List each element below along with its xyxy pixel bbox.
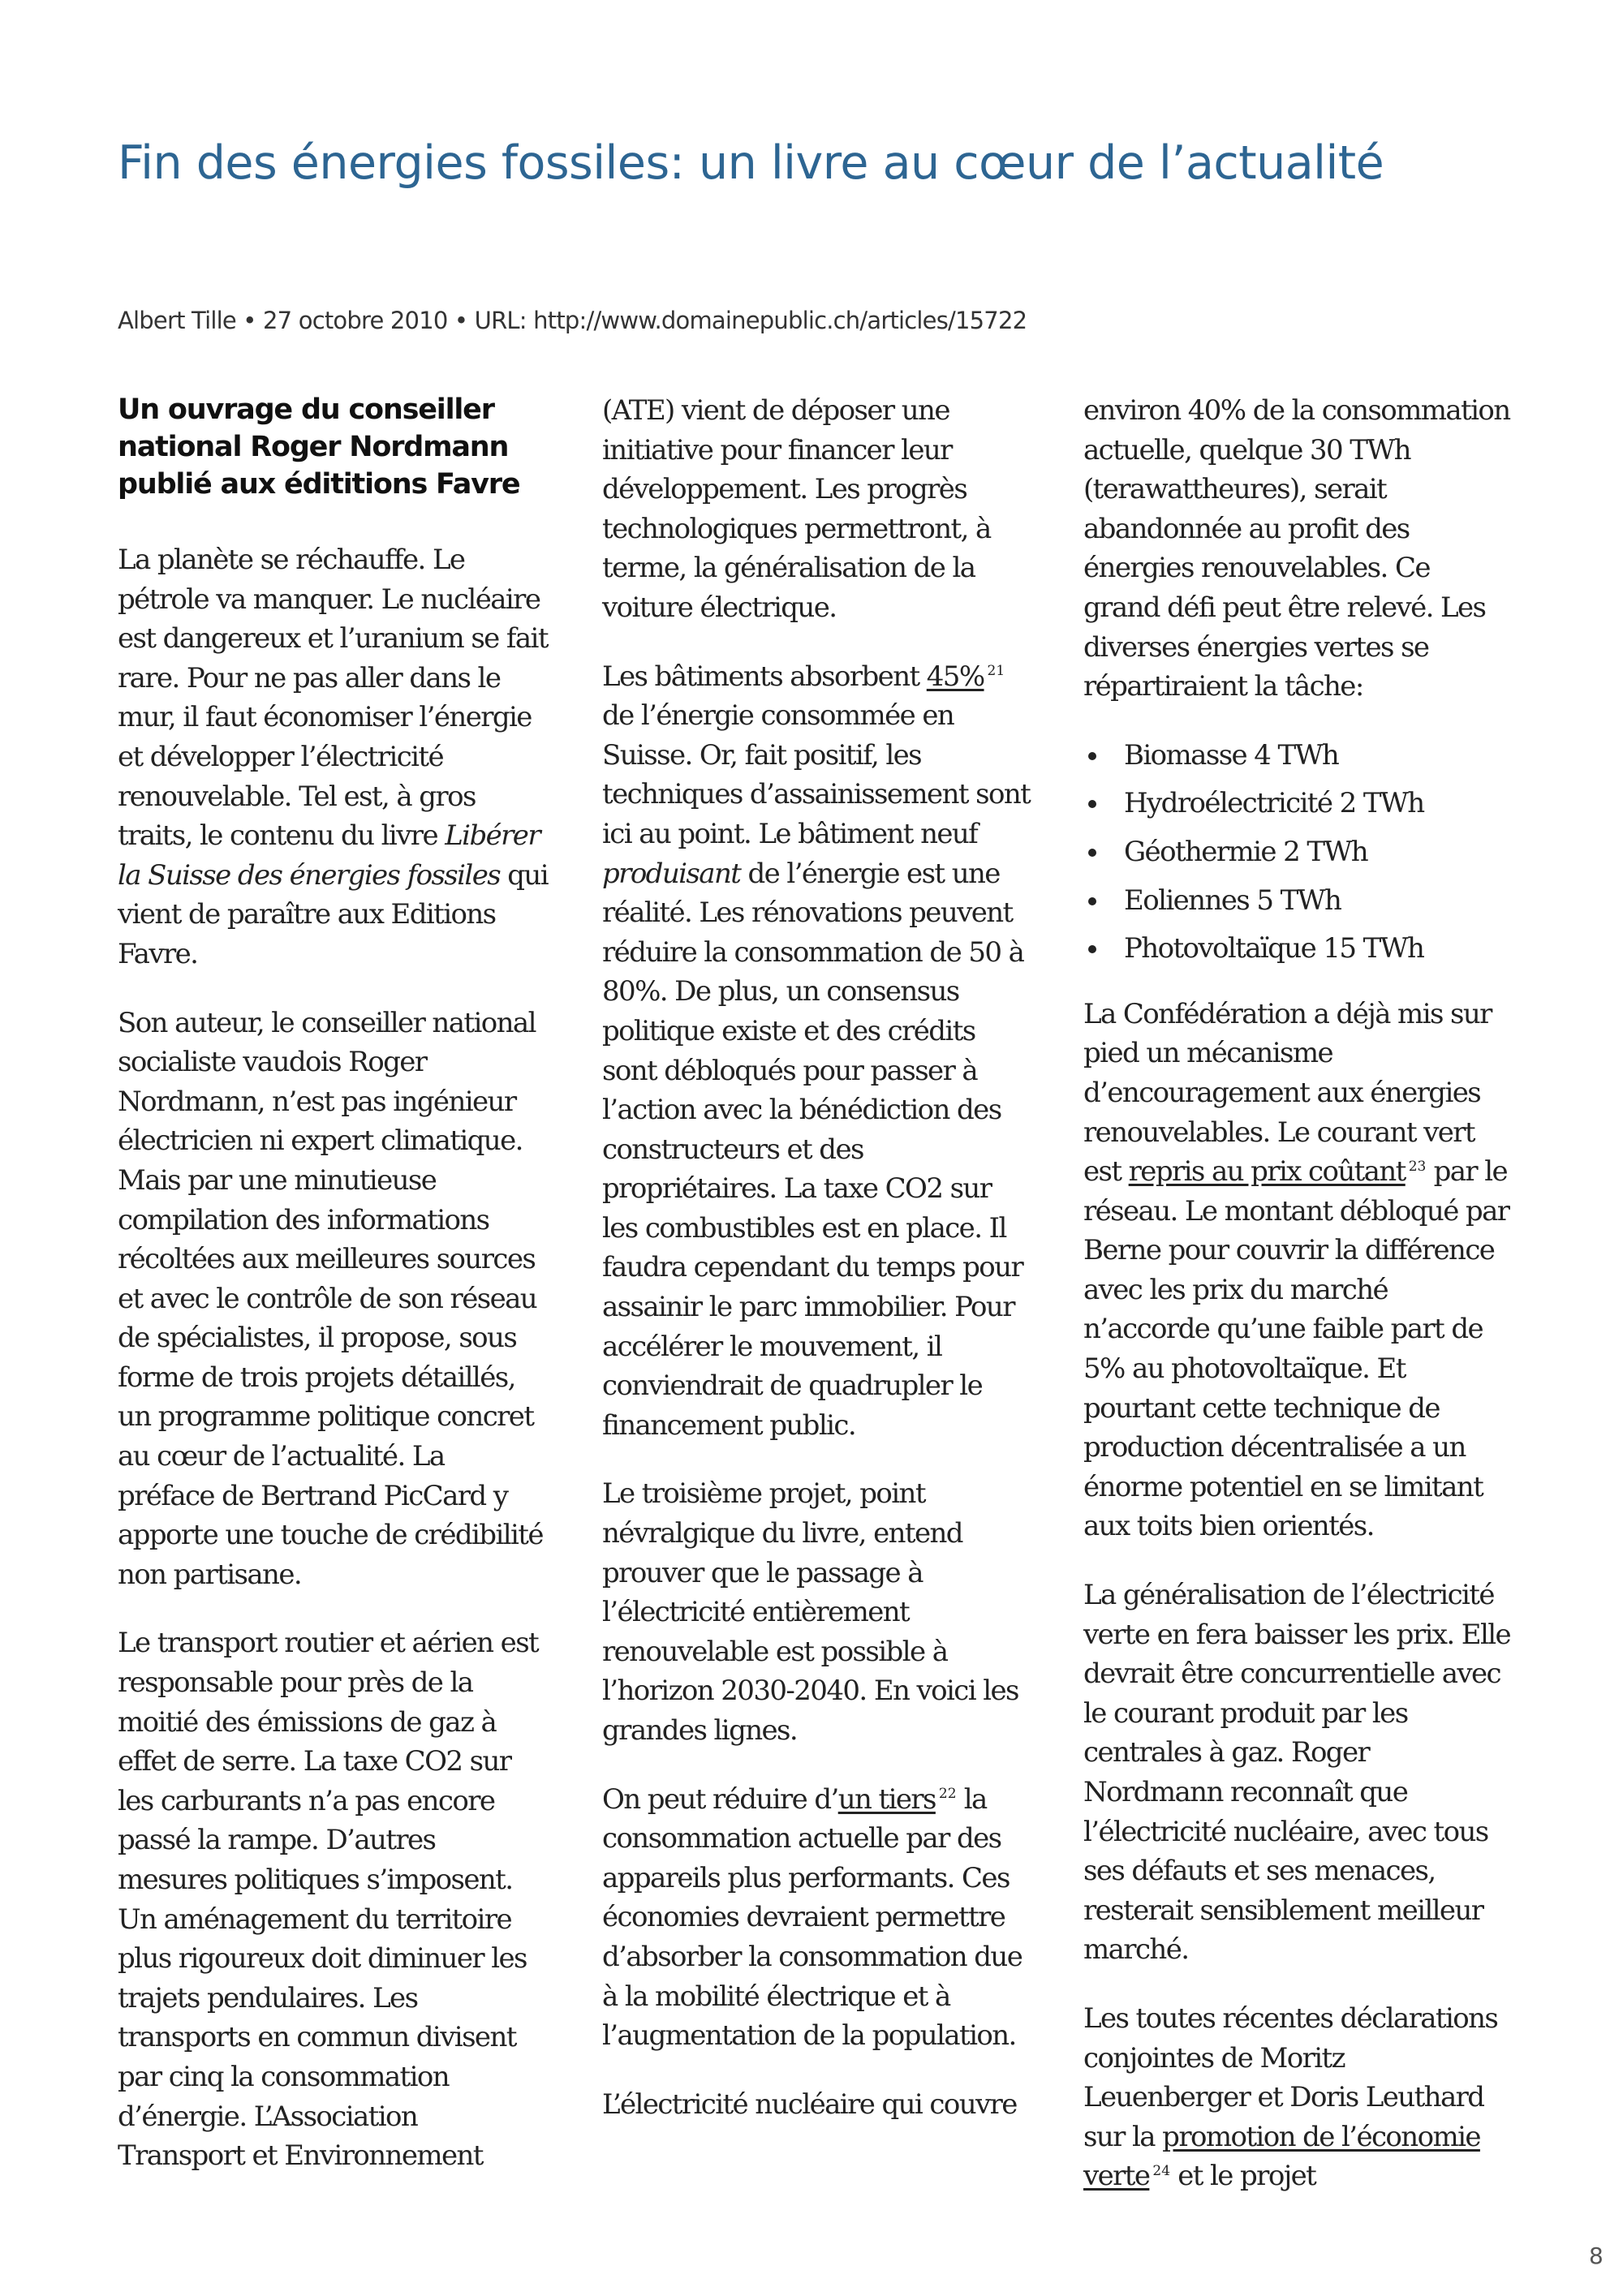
- paragraph: Le transport routier et aérien est responsable pour près de la moitié des émissions de gaz à effet de serre. La taxe CO2 sur les carburants n’a pas encore passé la rampe. D’autres mesures politiques s’imposent. Un aménagement du territoire plus rigoureux doit diminuer les trajets pendulaires. Les transports en commun divisent par cinq la consommation d’énergie. L’Association Transport et Environnement: [118, 1627, 539, 2173]
- paragraph-text: On peut réduire d’: [602, 1782, 838, 1816]
- footnote-ref[interactable]: 21: [987, 663, 1005, 680]
- article-title: Fin des énergies fossiles: un livre au cœur de l’actualité: [118, 136, 1384, 190]
- article-meta: Albert Tille • 27 octobre 2010 • URL: http://www.domainepublic.ch/articles/15722: [118, 307, 1027, 334]
- footnote-ref[interactable]: 23: [1408, 1158, 1427, 1175]
- paragraph: [602, 1780, 1032, 2056]
- emphasis-text: produisant: [602, 857, 741, 890]
- link-un-tiers[interactable]: un tiers: [837, 1782, 936, 1816]
- paragraph: [602, 657, 1032, 1446]
- list-item: Eoliennes 5 TWh: [1124, 881, 1513, 921]
- paragraph: Son auteur, le conseiller national socialiste vaudois Roger Nordmann, n’est pas ingénieur électricien ni expert climatique. Mais par une minutieuse compilation des informations récoltées aux meilleures sources et avec le contrôle de son réseau de spécialistes, il propose, sous forme de trois projets détaillés, un programme politique concret au cœur de l’actualité. La préface de Bertrand PicCard y apporte une touche de crédibilité non partisane.: [118, 1006, 543, 1591]
- paragraph: [1083, 1999, 1513, 2196]
- column-3: [1083, 391, 1513, 2225]
- paragraph: [118, 540, 548, 974]
- column-1: [118, 391, 548, 2205]
- paragraph-text: par le réseau. Le montant débloqué par Berne pour couvrir la différence avec les prix du marché n’accorde qu’une faible part de 5% au photovoltaïque. Et pourtant cette technique de production décentralisée a un énorme potentiel en se limitant aux toits bien orientés.: [1083, 1155, 1509, 1543]
- paragraph-text: la consommation actuelle par des appareils plus performants. Ces économies devraient permettre d’absorber la consommation due à la mobilité électrique et à l’augmentation de la population.: [602, 1782, 1022, 2053]
- article-subtitle: Un ouvrage du conseiller national Roger Nordmann publié aux édititions Favre: [118, 393, 520, 501]
- paragraph-text: qui vient de paraître aux Editions Favre.: [118, 858, 549, 970]
- paragraph: (ATE) vient de déposer une initiative pour financer leur développement. Les progrès technologiques permettront, à terme, la généralisation de la voiture électrique.: [602, 394, 991, 624]
- column-2: [602, 391, 1032, 2153]
- paragraph-text: et le projet: [1170, 2160, 1316, 2193]
- book-title: Libérer la Suisse des énergies fossiles: [118, 819, 540, 892]
- paragraph: Le troisième projet, point névralgique du livre, entend prouver que le passage à l’électricité entièrement renouvelable est possible à l’horizon 2030-2040. En voici les grandes lignes.: [602, 1477, 1018, 1747]
- paragraph-text: de l’énergie consommée en Suisse. Or, fait positif, les techniques d’assainissement sont ici au point. Le bâtiment neuf: [602, 699, 1031, 850]
- list-item: Photovoltaïque 15 TWh: [1124, 929, 1513, 969]
- footnote-ref[interactable]: 22: [938, 1786, 957, 1803]
- list-item: Biomasse 4 TWh: [1124, 736, 1513, 776]
- link-economie-verte[interactable]: promotion de l’économie verte: [1083, 2120, 1480, 2193]
- paragraph: environ 40% de la consommation actuelle, quelque 30 TWh (terawattheures), serait abandonnée au profit des énergies renouvelables. Ce grand défi peut être relevé. Les diverses énergies vertes se répartiraient la tâche:: [1083, 394, 1510, 703]
- paragraph: La généralisation de l’électricité verte en fera baisser les prix. Elle devrait être concurrentielle avec le courant produit par les centrales à gaz. Roger Nordmann reconnaît que l’électricité nucléaire, avec tous ses défauts et ses menaces, resterait sensiblement meilleur marché.: [1083, 1579, 1511, 1967]
- link-45-percent[interactable]: 45%: [926, 660, 984, 693]
- list-item: Géothermie 2 TWh: [1124, 832, 1513, 872]
- page-number: 8: [1589, 2242, 1604, 2269]
- paragraph-text: Les bâtiments absorbent: [602, 660, 927, 693]
- paragraph-text: La planète se réchauffe. Le pétrole va manquer. Le nucléaire est dangereux et l’uranium se fait rare. Pour ne pas aller dans le mur, il faut économiser l’énergie et développer l’électricité renouvelable. Tel est, à gros traits, le contenu du livre: [118, 544, 548, 853]
- paragraph-text: Les toutes récentes déclarations conjointes de Moritz Leuenberger et Doris Leuthard sur la: [1083, 2001, 1498, 2153]
- list-item: Hydroélectricité 2 TWh: [1124, 784, 1513, 823]
- paragraph: [1083, 995, 1513, 1546]
- link-prix-coutant[interactable]: repris au prix coûtant: [1128, 1155, 1406, 1189]
- paragraph: L’électricité nucléaire qui couvre: [602, 2087, 1017, 2121]
- footnote-ref[interactable]: 24: [1152, 2163, 1171, 2180]
- paragraph-text: La Confédération a déjà mis sur pied un mécanisme d’encouragement aux énergies renouvelables. Le courant vert est: [1083, 997, 1492, 1189]
- paragraph-text: de l’énergie est une réalité. Les rénovations peuvent réduire la consommation de 50 à 80%. De plus, un consensus politique existe et des crédits sont débloqués pour passer à l’action avec la bénédiction des constructeurs et des propriétaires. La taxe CO2 sur les combustibles est en place. Il faudra cependant du temps pour assainir le parc immobilier. Pour accélérer le mouvement, il conviendrait de quadrupler le financement public.: [602, 857, 1024, 1442]
- energy-list: [1083, 736, 1513, 969]
